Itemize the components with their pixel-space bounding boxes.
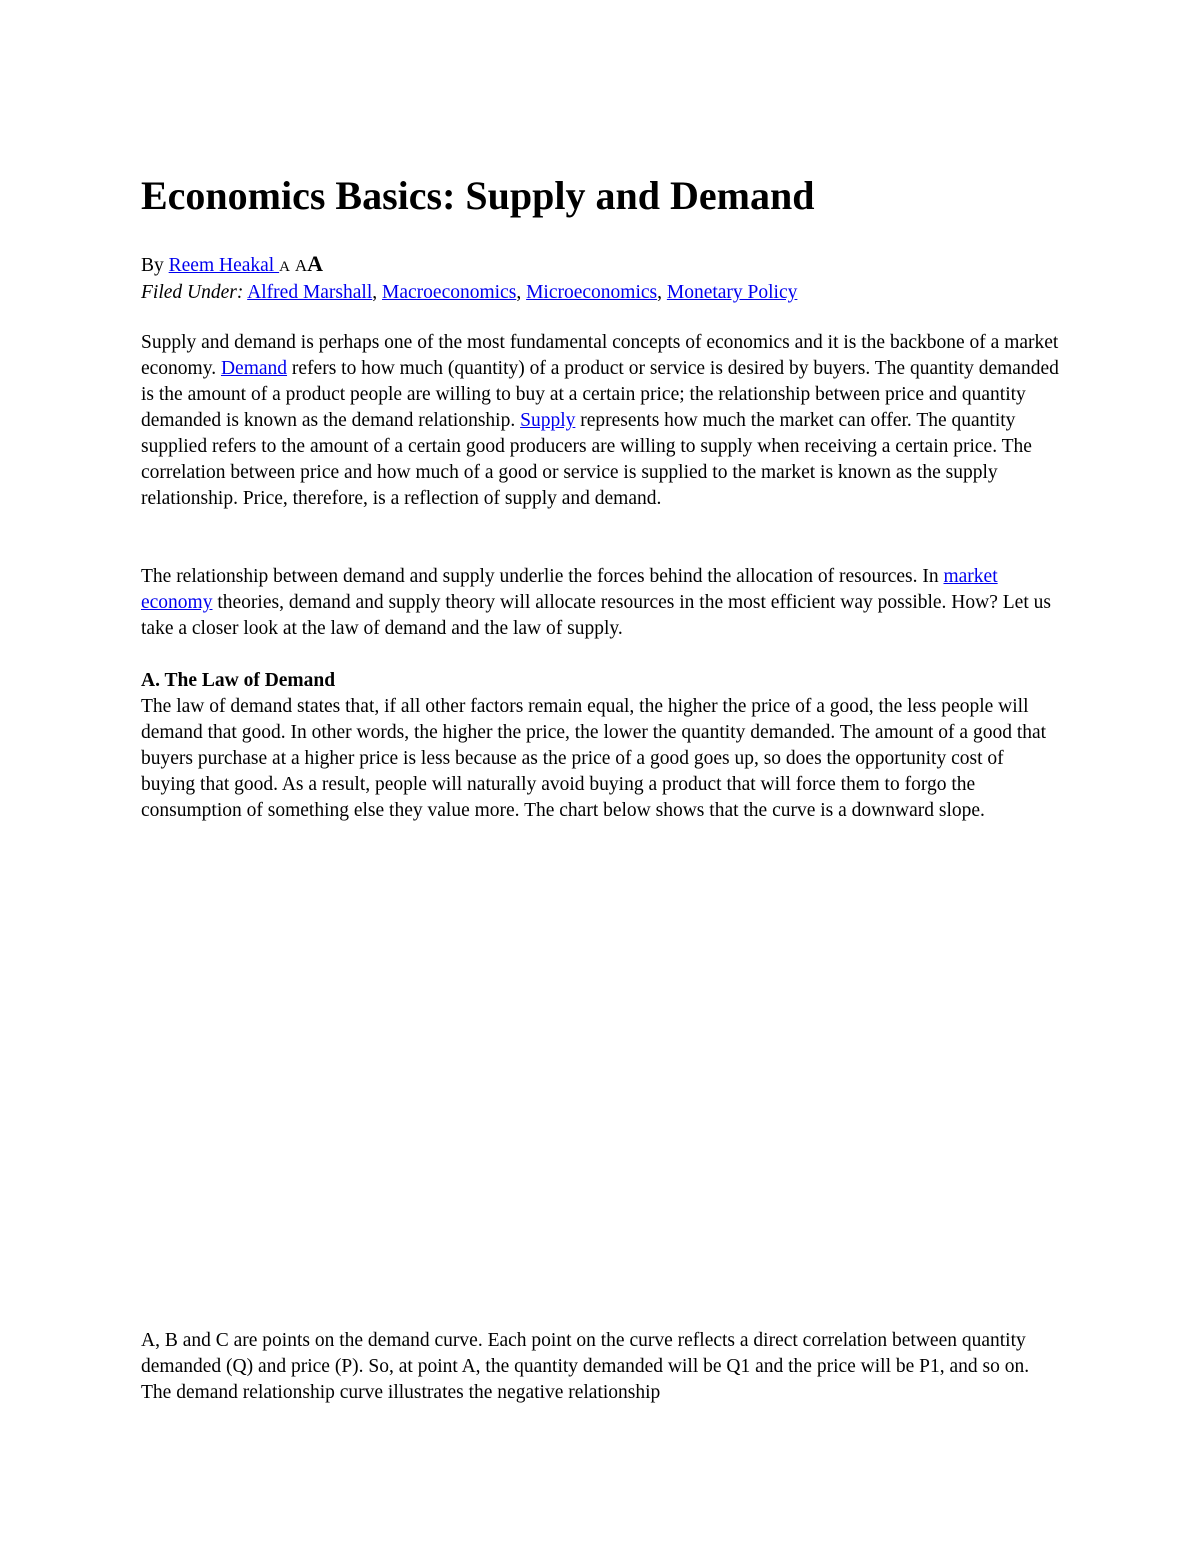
tag-link-monetary-policy[interactable]: Monetary Policy <box>666 282 798 303</box>
allocation-paragraph <box>141 564 1061 642</box>
intro-text-2: refers to how much (quantity) of a product or service is desired by buyers. The quantity demanded is the amount of a product people are willing to buy at a certain price; the relationship between price and quantity demanded is known as the demand relationship. <box>141 358 1059 431</box>
tag-link-alfred-marshall[interactable]: Alfred Marshall <box>247 282 373 303</box>
font-size-large-button[interactable]: A <box>307 251 323 276</box>
market-economy-link[interactable]: market economy <box>141 566 998 613</box>
law-of-demand-section <box>141 668 1061 824</box>
demand-curve-paragraph: A, B and C are points on the demand curve. Each point on the curve reflects a direct correlation between quantity demanded (Q) and price (P). So, at point A, the quantity demanded will be Q1 and the price will be P1, and so on. The demand relationship curve illustrates the negative relationship <box>141 1330 1030 1403</box>
law-of-demand-heading: A. The Law of Demand <box>141 670 336 691</box>
supply-link[interactable]: Supply <box>520 410 576 431</box>
law-of-demand-body: The law of demand states that, if all other factors remain equal, the higher the price of a good, the less people will demand that good. In other words, the higher the price, the lower the quantity demanded. The amount of a good that buyers purchase at a higher price is less because as the price of a good goes up, so does the opportunity cost of buying that good. As a result, people will naturally avoid buying a product that will force them to forgo the consumption of something else they value more. The chart below shows that the curve is a downward slope. <box>141 696 1047 821</box>
demand-link[interactable]: Demand <box>220 358 288 379</box>
demand-chart-placeholder <box>141 860 1061 1320</box>
author-link[interactable]: Reem Heakal <box>168 255 280 276</box>
font-size-medium-button[interactable]: A <box>294 256 308 275</box>
byline-by: By <box>141 255 169 276</box>
tag-link-macroeconomics[interactable]: Macroeconomics <box>382 282 517 303</box>
allocation-text-1: The relationship between demand and supply underlie the forces behind the allocation of resources. In <box>141 566 944 587</box>
allocation-text-2: theories, demand and supply theory will allocate resources in the most efficient way possible. How? Let us take a closer look at the law of demand and the law of supply. <box>141 592 1051 639</box>
font-size-small-button[interactable]: A <box>279 259 290 275</box>
tag-link-microeconomics[interactable]: Microeconomics <box>526 282 658 303</box>
intro-paragraph <box>141 330 1061 512</box>
intro-text-1: Supply and demand is perhaps one of the most fundamental concepts of economics and it is the backbone of a market economy. <box>141 332 1059 379</box>
byline: By Reem Heakal A AA Filed Under: Alfred Marshall, Macroeconomics, Microeconomics, Monetary Policy <box>141 251 798 303</box>
intro-text-3: represents how much the market can offer. The quantity supplied refers to the amount of a certain good producers are willing to supply when receiving a certain price. The correlation between price and how much of a good or service is supplied to the market is known as the supply relationship. Price, therefore, is a reflection of supply and demand. <box>141 410 1032 509</box>
filed-under-label: Filed Under: <box>141 282 244 303</box>
page-title: Economics Basics: Supply and Demand <box>141 173 815 218</box>
